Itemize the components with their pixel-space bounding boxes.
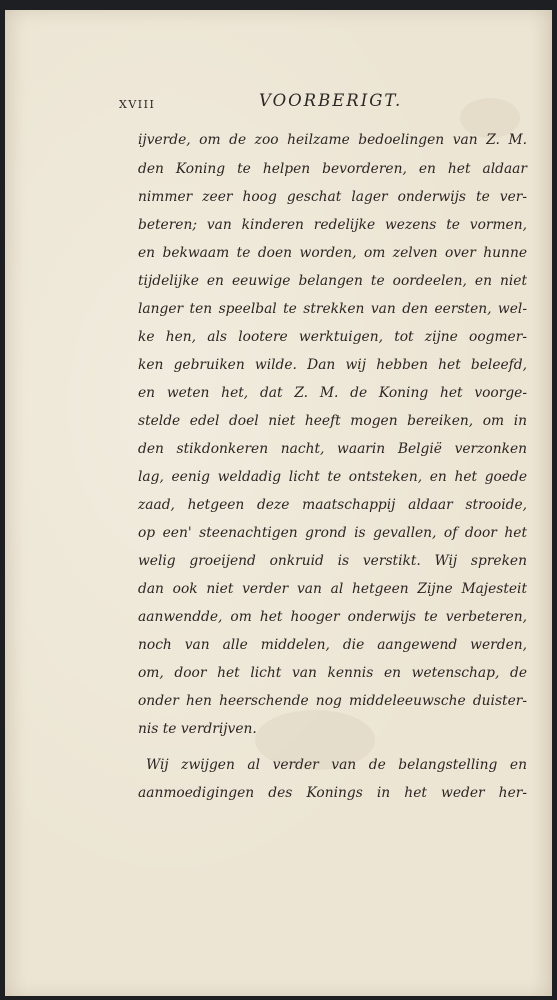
text-line: onder hen heerschende nog middeleeuwsche duister- [138, 693, 527, 709]
text-line: lag, eenig weldadig licht te ontsteken, en het goede [138, 469, 527, 485]
text-line: nimmer zeer hoog geschat lager onderwijs te ver- [138, 189, 527, 205]
text-line: op een' steenachtigen grond is gevallen, of door het [138, 525, 527, 541]
text-line: beteren; van kinderen redelijke wezens te vormen, [138, 217, 527, 233]
page-number: XVIII [119, 98, 156, 111]
text-line: en bekwaam te doen worden, om zelven over hunne [138, 245, 527, 261]
text-line: aanmoedigingen des Konings in het weder her- [138, 785, 527, 801]
text-line: noch van alle middelen, die aangewend werden, [138, 637, 527, 653]
text-line: ken gebruiken wilde. Dan wij hebben het beleefd, [138, 357, 527, 373]
text-line: Wij zwijgen al verder van de belangstelling en [146, 757, 527, 773]
text-line: den Koning te helpen bevorderen, en het aldaar [138, 161, 527, 177]
text-line: aanwendde, om het hooger onderwijs te verbeteren, [138, 609, 527, 625]
text-line: welig groeijend onkruid is verstikt. Wij spreken [138, 553, 527, 569]
text-line: ke hen, als lootere werktuigen, tot zijne oogmer- [138, 329, 527, 345]
text-line: ijverde, om de zoo heilzame bedoelingen van Z. M. [138, 132, 527, 148]
text-line: zaad, hetgeen deze maatschappij aldaar strooide, [138, 497, 527, 513]
running-head: VOORBERIGT. [259, 91, 403, 110]
text-line: stelde edel doel niet heeft mogen bereiken, om in [138, 413, 527, 429]
text-line: langer ten speelbal te strekken van den eersten, wel- [138, 301, 527, 317]
text-line: den stikdonkeren nacht, waarin België verzonken [138, 441, 527, 457]
book-page [5, 10, 552, 996]
text-line: en weten het, dat Z. M. de Koning het voorge- [138, 385, 527, 401]
text-line: tijdelijke en eeuwige belangen te oordeelen, en niet [138, 273, 527, 289]
page-header [5, 90, 552, 114]
text-line: om, door het licht van kennis en wetenschap, de [138, 665, 527, 681]
text-line: dan ook niet verder van al hetgeen Zijne Majesteit [138, 581, 527, 597]
text-line: nis te verdrijven. [138, 721, 257, 737]
